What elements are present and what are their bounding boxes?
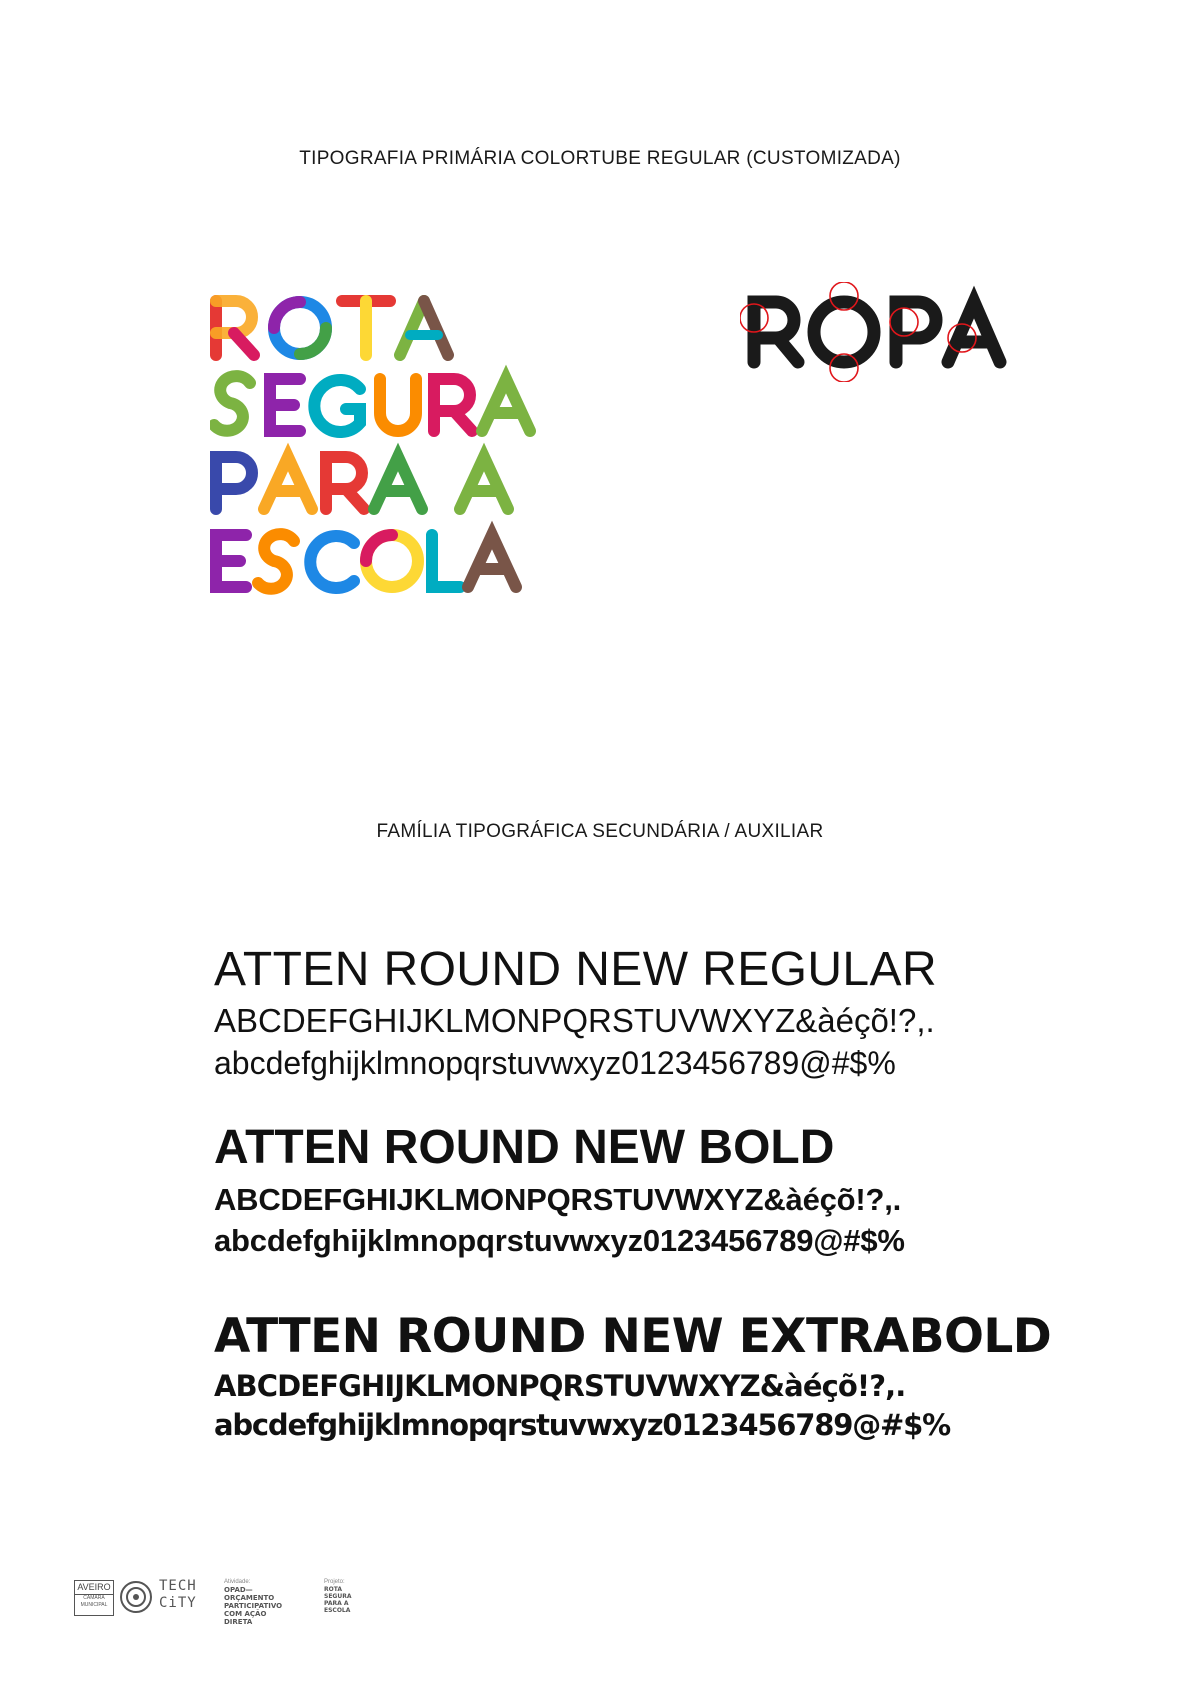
lowercase-sample: abcdefghijklmnopqrstuvwxyz0123456789@#$% bbox=[214, 1223, 905, 1258]
footer-projeto: Projeto: ROTA SEGURA PARA A ESCOLA bbox=[324, 1579, 352, 1614]
font-title: ATTEN ROUND NEW REGULAR bbox=[214, 943, 938, 996]
lowercase-sample: abcdefghijklmnopqrstuvwxyz0123456789@#$% bbox=[214, 1408, 950, 1442]
primary-typography-caption: TIPOGRAFIA PRIMÁRIA COLORTUBE REGULAR (CUSTOMIZADA) bbox=[299, 148, 901, 169]
lowercase-sample: abcdefghijklmnopqrstuvwxyz0123456789@#$% bbox=[214, 1045, 896, 1081]
uppercase-sample: ABCDEFGHIJKLMONPQRSTUVWXYZ&àéçõ!?,. bbox=[214, 1002, 935, 1039]
font-title: ATTEN ROUND NEW BOLD bbox=[214, 1121, 835, 1174]
font-sample-bold bbox=[214, 1121, 905, 1258]
techcity-logo: TECH CiTY bbox=[159, 1578, 197, 1611]
aveiro-logo: AVEIRO CÂMARA MUNICIPAL bbox=[74, 1580, 114, 1616]
ropa-logo bbox=[740, 282, 1010, 382]
footer-atividade: Atividade: OPAD—ORÇAMENTO PARTICIPATIVO COM AÇÃO DIRETA bbox=[224, 1579, 283, 1626]
logo-line-escola bbox=[216, 534, 516, 589]
secondary-typography-caption: FAMÍLIA TIPOGRÁFICA SECUNDÁRIA / AUXILIAR bbox=[376, 821, 824, 842]
logo-line-segura bbox=[214, 376, 530, 432]
font-sample-extrabold bbox=[214, 1309, 1052, 1442]
uppercase-sample: ABCDEFGHIJKLMONPQRSTUVWXYZ&àéçõ!?,. bbox=[214, 1182, 902, 1217]
rota-segura-logo bbox=[210, 295, 580, 595]
logo-line-para-a bbox=[216, 457, 508, 509]
font-sample-regular bbox=[214, 943, 938, 1081]
uppercase-sample: ABCDEFGHIJKLMONPQRSTUVWXYZ&àéçõ!?,. bbox=[214, 1369, 906, 1403]
techcity-icon bbox=[119, 1580, 153, 1614]
font-title: ATTEN ROUND NEW EXTRABOLD bbox=[214, 1309, 1052, 1364]
logo-line-rota bbox=[216, 301, 448, 355]
